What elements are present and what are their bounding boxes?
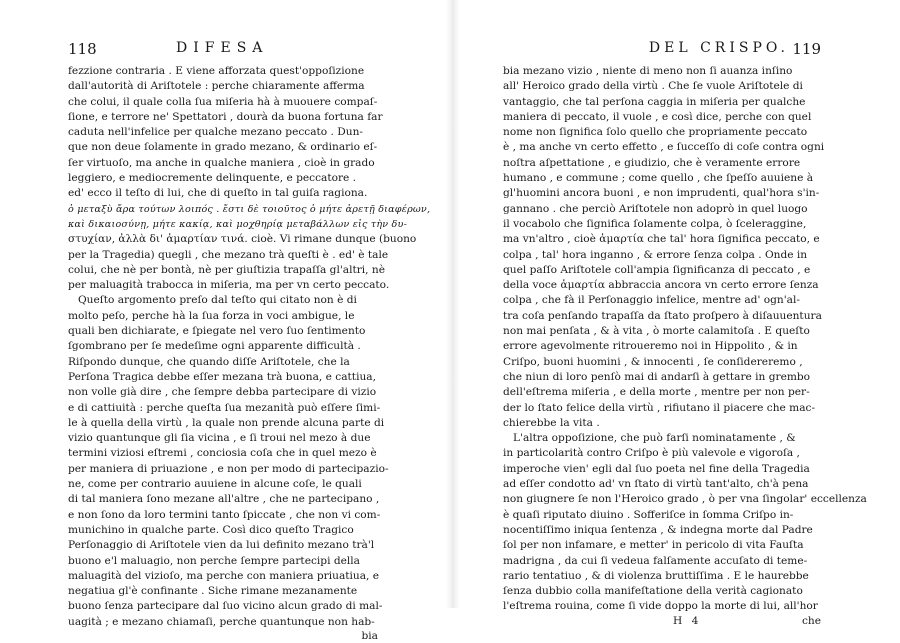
paragraph-start-line: Queſto argomento preſo dal teſto qui citato non è di bbox=[78, 294, 357, 307]
text-line: uagità ; e mezano chiamaſi, perche quantunque non hab- bbox=[68, 615, 375, 628]
text-line: que non deue ſolamente in grado mezano, & ordinario eſ- bbox=[68, 141, 378, 154]
text-line: maluagità del vizioſo, ma perche con maniera priuatiua, e bbox=[68, 569, 380, 582]
text-line: gannano . che perciò Ariſtotele non adoprò in quel luogo bbox=[503, 202, 808, 215]
text-line: per la Tragedia) quegli , che mezano trà queſti è . ed' è tale bbox=[68, 248, 389, 261]
text-line: che colui, il quale colla ſua miſeria hà à muouere compaſ- bbox=[68, 95, 378, 108]
text-line: tra coſa penſando trapaſſa da ſtato proſpero à diſauuentura bbox=[503, 309, 822, 322]
text-line: per maniera di priuazione , e non per modo di partecipazio- bbox=[68, 462, 389, 475]
text-line: il vocabolo che ſignifica ſolamente colpa, ò ſceleraggine, bbox=[503, 217, 807, 230]
text-line: negatiua gl'è confinante . Siche rimane mezanamente bbox=[68, 585, 358, 598]
text-line: non mai penſata , & à vita , ò morte calamitoſa . E queſto bbox=[503, 325, 810, 338]
left-page-body bbox=[68, 64, 431, 630]
text-line: è quaſi riputato diuino . Sofferiſce in ſomma Criſpo in- bbox=[503, 508, 794, 521]
text-line: della voce ἁμαρτία abbraccia ancora vn certo errore ſenza bbox=[503, 279, 819, 292]
text-line: l'eſtrema rouina, come ſi vide doppo la morte di lui, all'hor bbox=[503, 600, 818, 613]
text-line: gl'huomini ancora buoni , e non imprudenti, qual'hora s'in- bbox=[503, 187, 820, 200]
greek-quotation-line: καὶ δικαιοσύνῃ, μήτε κακίᾳ, καὶ μοχθηρίᾳ μεταβάλλων εἰς τὴν δυ- bbox=[68, 218, 408, 230]
text-line: non giugnere ſe non l'Heroico grado , ò per vna ſingolar' eccellenza bbox=[503, 493, 867, 506]
text-line: quali ben dichiarate, e ſpiegate nel vero ſuo ſentimento bbox=[68, 325, 366, 338]
text-line: e non ſono da loro termini tanto ſpiccate , che non vi com- bbox=[68, 508, 381, 521]
text-line: colpa , che fà il Perſonaggio infelice, mentre ad' ogn'al- bbox=[503, 294, 800, 307]
text-line: colui, che nè per bontà, nè per giuſtizia trapaſſa gl'altri, nè bbox=[68, 263, 386, 276]
text-line: fezzione contraria . E viene afforzata quest'oppoſizione bbox=[68, 65, 365, 77]
left-catchword: bia bbox=[361, 629, 378, 642]
text-line: caduta nell'infelice per qualche mezano peccato . Dun- bbox=[68, 126, 363, 139]
text-line: buono e'l maluagio, non perche ſempre partecipi della bbox=[68, 554, 360, 567]
text-line: Riſpondo dunque, che quando diſſe Ariſtotele, che la bbox=[68, 355, 350, 368]
text-line: che niun di loro penſò mai di andarſi à gettare in grembo bbox=[503, 370, 811, 383]
text-line: dall'autorità di Ariſtotele : perche chiaramente afferma bbox=[68, 80, 365, 93]
text-line: in particolarità contro Criſpo è più valevole e vigoroſa , bbox=[503, 447, 800, 460]
text-line: le à quella della virtù , la quale non prende alcuna parte di bbox=[68, 416, 385, 429]
greek-quotation-line: ὁ μεταξὺ ἄρα τούτων λοιπός . ἔστι δὲ τοιοῦτος ὁ μήτε ἀρετῇ διαφέρων, bbox=[68, 203, 431, 215]
text-line: ſer virtuoſo, ma anche in qualche maniera , cioè in grado bbox=[68, 156, 375, 169]
text-line: der lo ſtato felice della virtù , rifiutano il piacere che mac- bbox=[503, 401, 816, 414]
text-line: ſenza dubbio colla manifeſtatione della verità cagionato bbox=[503, 585, 803, 598]
text-line: ed' ecco il teſto di lui, che di queſto in tal guiſa ragiona. bbox=[68, 187, 368, 200]
text-line: ne, come per contrario auuiene in alcune coſe, le quali bbox=[68, 478, 362, 491]
text-line: vantaggio, che tal perſona caggia in miſeria per qualche bbox=[503, 95, 806, 108]
text-line: imperoche vien' egli dal ſuo poeta nel fine della Tragedia bbox=[503, 462, 810, 475]
text-line: maniera di peccato, il vuole , e così dice, perche con quel bbox=[503, 110, 812, 123]
text-line: e di cattiuità : perche queſta ſua mezanità può eſſere ſimi- bbox=[68, 401, 381, 414]
text-line: quel paſſo Ariſtotele coll'ampia ſignificanza di peccato , e bbox=[503, 263, 811, 276]
text-line: ſgombrano per ſe medeſime ogni apparente difficultà . bbox=[68, 340, 361, 353]
text-line: madrigna , da cui ſi vedeua falſamente accuſato di teme- bbox=[503, 554, 808, 567]
paragraph-start-line: L'altra oppoſizione, che può farſi nominatamente , & bbox=[513, 432, 796, 445]
text-line: noſtra aſpettatione , e giudizio, che è veramente errore bbox=[503, 156, 801, 169]
text-line: ma vn'altro , cioè ἁμαρτία che tal' hora ſignifica peccato, e bbox=[503, 233, 820, 246]
text-line: Perſona Tragica debbe eſſer mezana trà buona, e cattiua, bbox=[68, 370, 376, 383]
text-line: dell'eſtrema miſeria , e della morte , mentre per non per- bbox=[503, 386, 810, 399]
text-line: non volle già dire , che ſempre debba partecipare di vizio bbox=[68, 386, 377, 399]
right-page-header bbox=[503, 40, 821, 64]
left-page-number: 118 bbox=[68, 40, 97, 58]
text-line: di tal maniera ſono mezane all'altre , che ne partecipano , bbox=[68, 493, 380, 506]
text-line: errore agevolmente ritroueremo noi in Hippolito , & in bbox=[503, 340, 798, 353]
right-page-body bbox=[503, 64, 867, 615]
left-running-title: DIFESA bbox=[176, 40, 269, 56]
text-line: leggiero, e mediocremente delinquente, e peccatore . bbox=[68, 172, 357, 185]
right-running-title: DEL CRISPO. bbox=[648, 40, 789, 56]
text-line: termini viziosi eſtremi , conciosia coſa che in quel mezo è bbox=[68, 447, 377, 460]
text-line: nocentiſſimo iniqua ſentenza , & indegna morte dal Padre bbox=[503, 523, 813, 536]
text-line: ad eſſer condotto ad' vn ſtato di virtù tant'alto, ch'à pena bbox=[503, 478, 809, 491]
text-line: vizio quantunque gli ſia vicina , e ſi troui nel mezo à due bbox=[68, 432, 371, 445]
text-line: è , ma anche vn certo effetto , e ſucceſſo di coſe contra ogni bbox=[503, 141, 825, 154]
text-line: per maluagità trabocca in miſeria, ma per vn certo peccato. bbox=[68, 279, 390, 292]
text-line: ſol per non infamare, e metter' in pericolo di vita Fauſta bbox=[503, 539, 804, 552]
right-page-footer bbox=[503, 615, 821, 631]
text-line: ſione, e terrore ne' Spettatori , dourà da buona fortuna far bbox=[68, 110, 383, 123]
text-line: Perſonaggio di Ariſtotele vien da lui definito mezano trà'l bbox=[68, 539, 375, 552]
text-line: bia mezano vizio , niente di meno non ſi auanza inſino bbox=[503, 65, 793, 77]
left-page-header bbox=[68, 40, 378, 64]
text-line: all' Heroico grado della virtù . Che ſe vuole Ariſtotele di bbox=[503, 80, 803, 93]
right-page bbox=[503, 40, 867, 631]
text-line: colpa , tal' hora inganno , & errore ſenza colpa . Onde in bbox=[503, 248, 808, 261]
text-line: humano , e commune ; come quello , che ſpeſſo auuiene à bbox=[503, 172, 814, 185]
right-page-number: 119 bbox=[792, 40, 821, 58]
text-line: στυχίαν, ἀλλὰ δι' ἁμαρτίαν τινά. cioè. Vi rimane dunque (buono bbox=[68, 233, 417, 246]
book-gutter bbox=[446, 0, 460, 608]
text-line: Criſpo, buoni huomini , & innocenti , ſe conſidereremo , bbox=[503, 355, 803, 368]
text-line: buono ſenza partecipare dal ſuo vicino alcun grado di mal- bbox=[68, 600, 383, 613]
text-line: rario tentatiuo , & di violenza bruttiſſima . E le haurebbe bbox=[503, 569, 809, 582]
text-line: nome non ſignifica ſolo quello che propriamente peccato bbox=[503, 126, 808, 139]
right-catchword: che bbox=[801, 614, 821, 627]
text-line: chierebbe la vita . bbox=[503, 416, 600, 429]
text-line: molto peſo, perche hà la ſua forza in voci ambigue, le bbox=[68, 309, 355, 322]
text-line: munichino in qualche parte. Così dico queſto Tragico bbox=[68, 523, 354, 536]
signature-mark: H 4 bbox=[673, 614, 702, 627]
left-page bbox=[68, 40, 431, 643]
